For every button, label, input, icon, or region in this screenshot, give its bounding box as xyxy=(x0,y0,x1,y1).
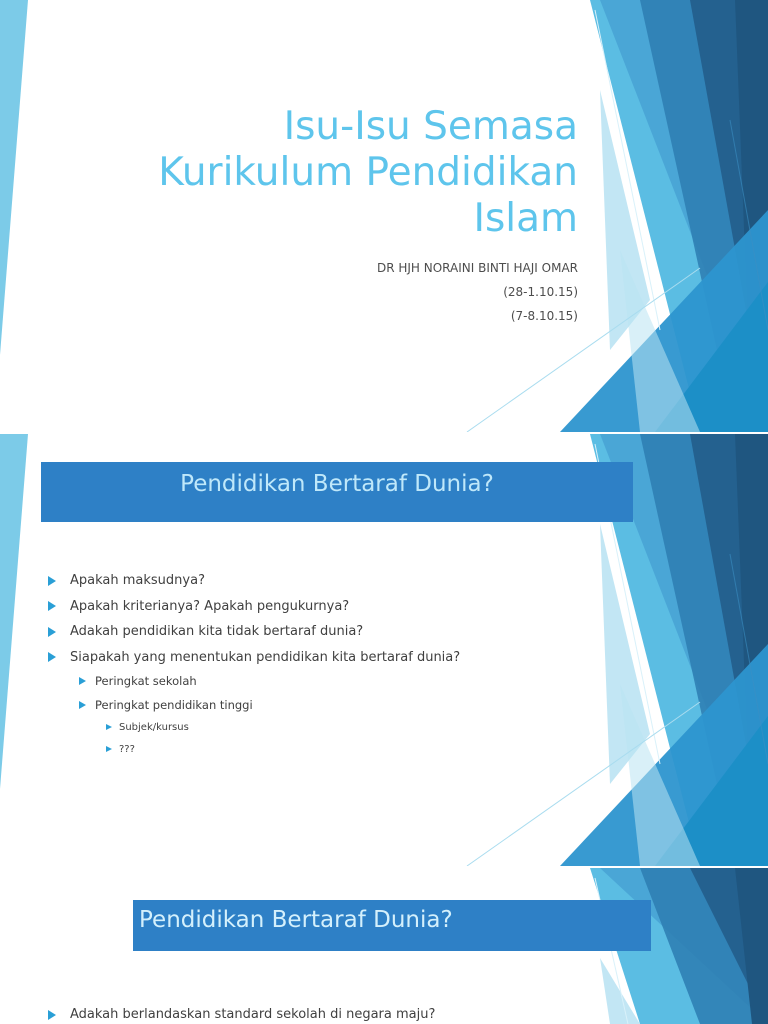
date-line: (7-8.10.15) xyxy=(510,309,578,323)
list-item xyxy=(48,594,608,620)
bullet-text: ??? xyxy=(119,743,135,755)
date-line: (28-1.10.15) xyxy=(503,285,578,299)
content-slide xyxy=(0,868,768,1024)
list-item xyxy=(48,645,608,671)
bullet-text: Peringkat sekolah xyxy=(95,674,197,688)
slide-title-line: Isu-Isu Semasa xyxy=(283,104,578,149)
list-item xyxy=(48,694,608,718)
bullet-arrow-icon xyxy=(106,724,112,730)
bullet-list xyxy=(48,568,608,760)
bullet-arrow-icon xyxy=(48,652,56,662)
list-item xyxy=(48,1002,608,1024)
heading-bar xyxy=(41,462,633,522)
slide-title-line: Kurikulum Pendidikan xyxy=(158,150,578,195)
bullet-arrow-icon xyxy=(48,627,56,637)
slide-heading: Pendidikan Bertaraf Dunia? xyxy=(139,907,453,933)
bullet-arrow-icon xyxy=(79,701,86,709)
list-item xyxy=(48,670,608,694)
bullet-arrow-icon xyxy=(48,576,56,586)
bullet-text: Peringkat pendidikan tinggi xyxy=(95,697,253,712)
list-item xyxy=(48,739,608,761)
content-slide xyxy=(0,434,768,866)
slide-title-line: Islam xyxy=(473,196,578,241)
heading-bar xyxy=(133,900,651,951)
bullet-text: Apakah maksudnya? xyxy=(70,573,205,588)
bullet-arrow-icon xyxy=(106,746,112,752)
bullet-text: Siapakah yang menentukan pendidikan kita bertaraf dunia? xyxy=(70,649,461,665)
bullet-text: Adakah pendidikan kita tidak bertaraf dunia? xyxy=(70,624,364,639)
title-slide xyxy=(0,0,768,432)
author-name: DR HJH NORAINI BINTI HAJI OMAR xyxy=(376,261,578,275)
list-item xyxy=(48,568,608,594)
slide-heading: Pendidikan Bertaraf Dunia? xyxy=(180,471,494,497)
bullet-arrow-icon xyxy=(79,677,86,685)
list-item xyxy=(48,717,608,739)
bullet-list xyxy=(48,1002,608,1024)
bullet-arrow-icon xyxy=(48,1010,56,1020)
bullet-arrow-icon xyxy=(48,601,56,611)
bullet-text: Subjek/kursus xyxy=(119,722,189,733)
slide-title xyxy=(58,104,578,242)
bullet-text: Adakah berlandaskan standard sekolah di negara maju? xyxy=(70,1007,436,1022)
list-item xyxy=(48,619,608,645)
bullet-text: Apakah kriterianya? Apakah pengukurnya? xyxy=(70,598,350,614)
slide-subtitle xyxy=(178,256,578,328)
